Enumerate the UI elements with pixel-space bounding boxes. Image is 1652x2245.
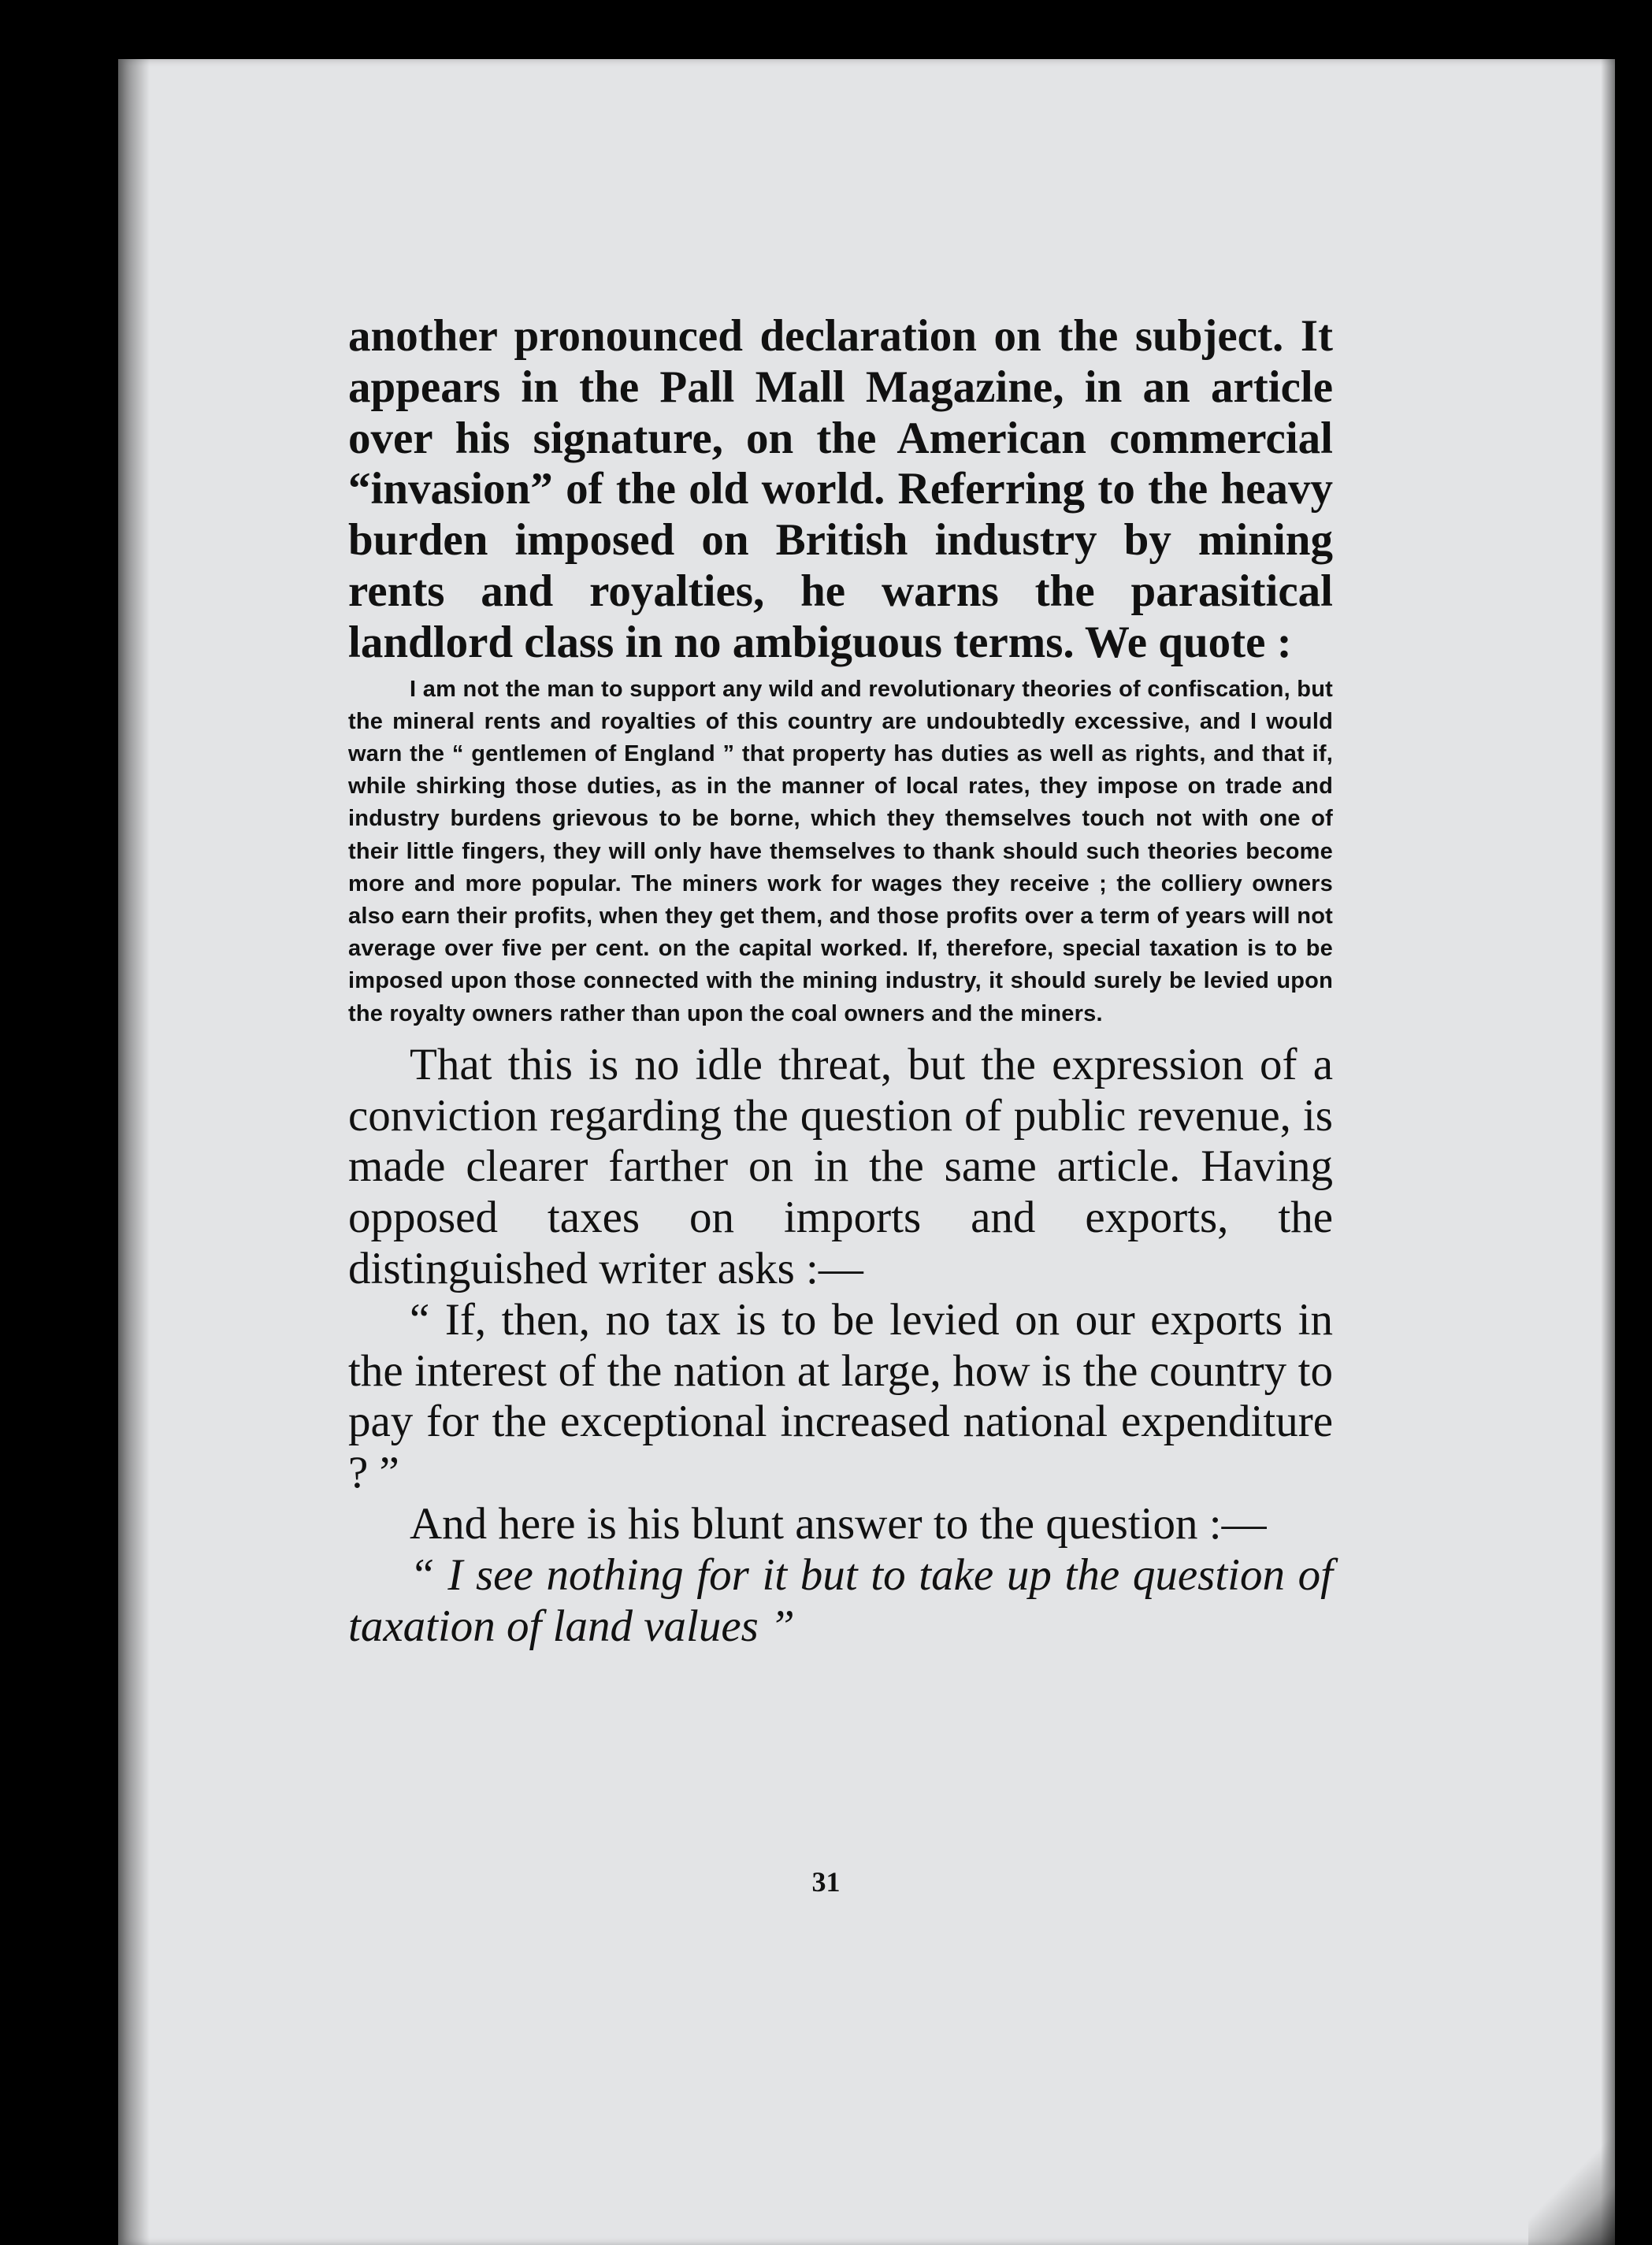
paragraph-2: That this is no idle threat, but the expression of a conviction regarding the question of public revenue, is made clearer farther on in the same article. Having opposed taxes on imports and exports, the distinguished writer asks :— — [348, 1039, 1333, 1293]
page-number: 31 — [811, 1866, 841, 1898]
paragraph-1: another pronounced declaration on the subject. It appears in the Pall Mall Magazine, in an article over his signature, on the American commercial “invasion” of the old world. Referring to the heavy burden imposed on British industry by mining rents and royalties, he warns the parasitical landlord class in no ambiguous terms. We quote : — [348, 311, 1333, 667]
page-text — [348, 311, 1333, 1652]
quote-block: I am not the man to support any wild and revolutionary theories of confiscation, but the mineral rents and royalties of this country are undoubtedly excessive, and I would warn the “ gentlemen of England ” that property has duties as well as rights, and that if, while shirking those duties, as in the manner of local rates, they impose on trade and industry burdens grievous to be borne, which they themselves touch not with one of their little fingers, they will only have themselves to thank should such theories become more and more popular. The miners work for wages they receive ; the colliery owners also earn their profits, when they get them, and those profits over a term of years will not average over five per cent. on the capital worked. If, therefore, special taxation is to be imposed upon those connected with the mining industry, it should surely be levied upon the royalty owners rather than upon the coal owners and the miners. — [348, 676, 1333, 1026]
page-edge-shadow — [1601, 59, 1615, 2245]
page-corner-curl — [1528, 2127, 1615, 2245]
spine-shadow — [118, 59, 150, 2245]
paragraph-3: “ If, then, no tax is to be levied on our exports in the interest of the nation at large, how is the country to pay for the exceptional increased national expenditure ? ” — [348, 1294, 1333, 1498]
paragraph-4: And here is his blunt answer to the question :— — [410, 1498, 1267, 1549]
paragraph-5: “ I see nothing for it but to take up the question of taxation of land values ” — [348, 1549, 1333, 1651]
